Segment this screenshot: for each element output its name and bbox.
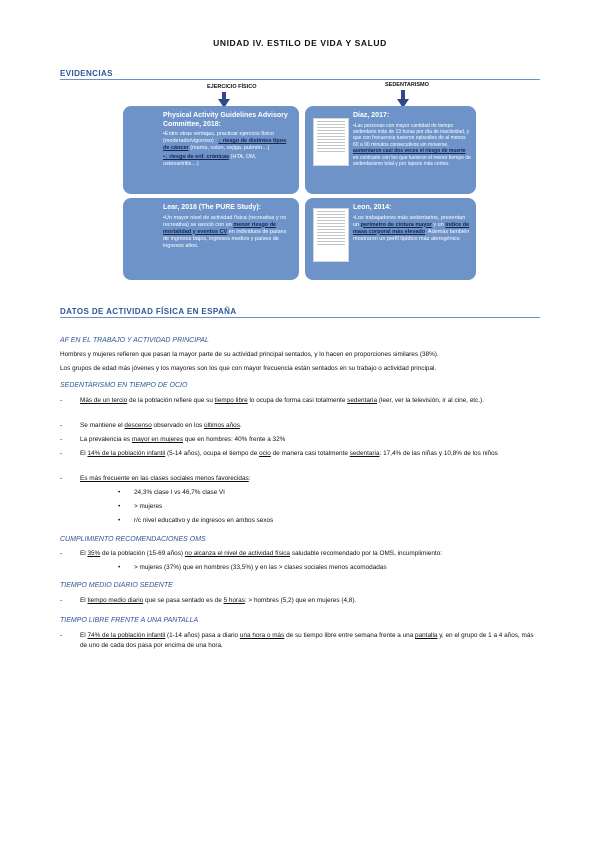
box-text: •Los trabajadores más sedentarios, presentan un perímetro de cintura mayor y un índice de masa corporal más elevado. Además también mostraron un perfil lipídico más aterogénico <box>353 214 470 242</box>
label-ejercicio-fisico: EJERCICIO FÍSICO <box>207 84 257 90</box>
subheading-af-trabajo: AF EN EL TRABAJO Y ACTIVIDAD PRINCIPAL <box>60 337 209 344</box>
subheading-oms: CUMPLIMIENTO RECOMENDACIONES OMS <box>60 536 206 543</box>
box-text: •Entre otras ventajas, practicar ejercicio físico (moderado/vigoroso) : ↓ riesgo de distintos tipos de cáncer (mama, colon, vejiga, pulmón…) <box>163 131 287 151</box>
list-item: - Más de un tercio de la población refiere que su tiempo libre lo ocupa de forma casi totalmente sedentaria (leer, ver la televisión, ir al cine, etc.). <box>60 397 484 404</box>
box-text: •↓ riesgo de enf. crónicas (HTA, DM, osteoartritis…) <box>163 154 257 167</box>
evidence-box-guidelines <box>123 106 299 194</box>
section-divider <box>60 79 540 80</box>
section-divider <box>60 317 540 318</box>
subheading-sedentarismo-ocio: SEDENTARISMO EN TIEMPO DE OCIO <box>60 382 188 389</box>
box-title: Lear, 2018 (The PURE Study): <box>163 204 262 211</box>
box-title: Leon, 2014: <box>353 204 392 211</box>
evidence-box-lear <box>123 198 299 280</box>
subheading-sedente: TIEMPO MEDIO DIARIO SEDENTE <box>60 582 173 589</box>
box-title: Díaz, 2017: <box>353 112 390 119</box>
evidence-box-diaz <box>305 106 476 194</box>
box-title: Physical Activity Guidelines Advisory Committee, 2018: <box>163 112 288 128</box>
paragraph: Los grupos de edad más jóvenes y los mayores son los que con mayor frecuencia están sentados en su trabajo o actividad principal. <box>60 365 437 372</box>
box-text: •Un mayor nivel de actividad física (recreativa y no recreativa) se asoció con un menor riesgo de mortalidad y eventos CV en individuos de países de ingresos bajos, ingresos medios y países de ingresos altos. <box>163 214 287 249</box>
study-thumbnail <box>313 208 349 262</box>
list-item: - El 74% de la población infantil (1-14 años) pasa a diario una hora o más de su tiempo libre entre semana frente a una pantalla y, en el grupo de 1 a 4 años, más de uno de cada dos pasa por encima de una hora. <box>60 632 534 649</box>
paragraph: Hombres y mujeres refieren que pasan la mayor parte de su actividad principal sentados, y lo hacen en proporciones similares (38%). <box>60 351 439 358</box>
evidence-box-leon <box>305 198 476 280</box>
subheading-pantalla: TIEMPO LIBRE FRENTE A UNA PANTALLA <box>60 617 199 624</box>
box-text: •Las personas con mayor cantidad de tiempo sedentario más de 13 horas por día de inactividad, y que con frecuencia tuvieron episodios de al menos 60 a 90 minutos consecutivos sin moverse, aumentaron casi dos veces el riesgo de muerte en contraste con los que tuvieron el menor tiempo de sedentarismo total y por lapsos más cortos. <box>353 122 471 167</box>
study-thumbnail <box>313 118 349 166</box>
evidence-infographic <box>123 84 476 282</box>
section-heading-evidencias: EVIDENCIAS <box>60 69 113 78</box>
section-heading-datos: DATOS DE ACTIVIDAD FÍSICA EN ESPAÑA <box>60 307 237 316</box>
label-sedentarismo: SEDENTARISMO <box>385 82 429 88</box>
unit-title: UNIDAD IV. ESTILO DE VIDA Y SALUD <box>213 38 387 48</box>
list-item: - El 14% de la población infantil (5-14 años), ocupa el tiempo de ocio de manera casi totalmente sedentaria: 17,4% de las niñas y 10,8% de los niños <box>60 450 498 457</box>
